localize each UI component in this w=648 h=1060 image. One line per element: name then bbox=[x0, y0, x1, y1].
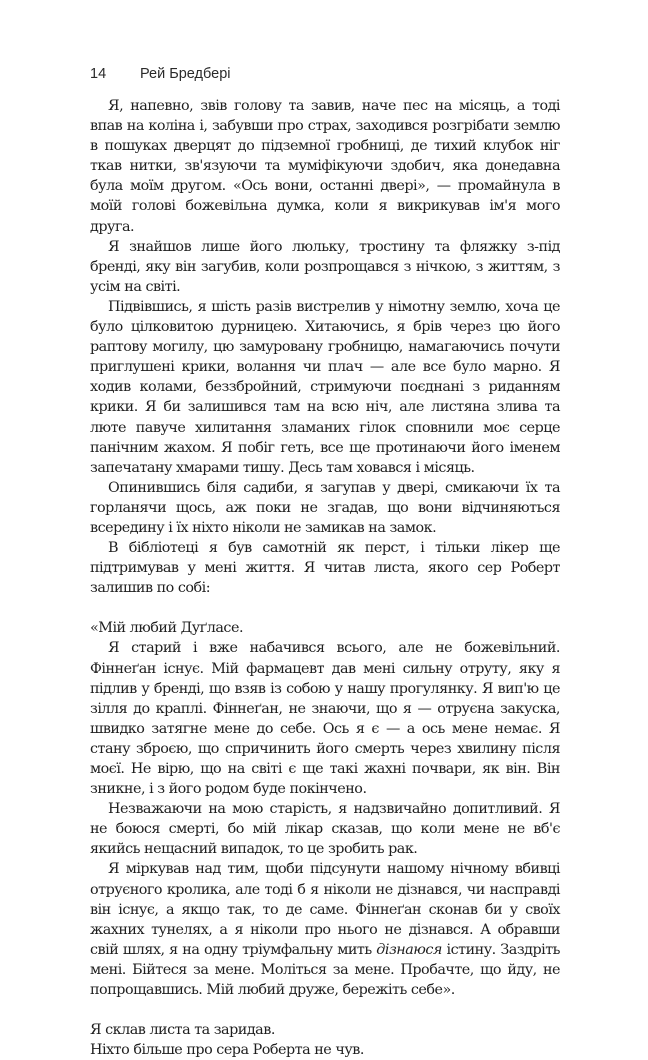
page-number: 14 bbox=[90, 66, 107, 82]
letter-paragraph bbox=[90, 859, 560, 1000]
paragraph: Я, напевно, звів голову та завив, наче пес на місяць, а тоді впав на коліна і, забувши про страх, заходився розгрібати землю в пошуках дверцят до підземної гробниці, де тихий клубок ніг ткав нитки, зв'язуючи та муміфікуючи здобич, яка донедавна була моїм другом. «Ось вони, останні двері», — промайнула в моїй голові божевільна думка, коли я викрикував ім'я мого друга. bbox=[90, 98, 560, 235]
letter-greeting: «Мій любий Дуґласе. bbox=[90, 620, 244, 637]
paragraph-gap bbox=[90, 1000, 560, 1020]
paragraph: Я склав листа та заридав. bbox=[90, 1022, 275, 1039]
letter-paragraph: Я старий і вже набачився всього, але не божевільний. Фіннеґан існує. Мій фармацевт дав мені сильну отруту, яку я підлив у бренді, що взяв із собою у нашу прогулянку. Я вип'ю це зілля до краплі. Фіннеґан, не знаючи, що я — отруєна закуска, швидко затягне мене до себе. Ось я є — а ось мене немає. Я стану зброєю, що спричинить його смерть через хвилину після моєї. Не вірю, що на світі є ще такі жахні почвари, як він. Він зникне, і з його родом буде покінчено. bbox=[90, 640, 560, 798]
italic-word: дізнаюся bbox=[376, 941, 442, 958]
running-title: Рей Бредбері bbox=[140, 66, 231, 82]
letter-paragraph: Незважаючи на мою старість, я надзвичайно допитливий. Я не боюся смерті, бо мій лікар сказав, що коли мене не вб'є якийсь нещасний випадок, то це зробить рак. bbox=[90, 801, 560, 858]
paragraph: Опинившись біля садиби, я загупав у двері, смикаючи їх та горланячи щось, аж поки не згадав, що вони відчиняються всередину і їх ніхто ніколи не замикав на замок. bbox=[90, 479, 560, 536]
letter-text: Я міркував над тим, щоби підсунути нашому нічному вбивці отруєного кролика, але тоді б я ніколи не дізнався, чи насправді він існує, а якщо так, то де саме. Фіннеґан сконав би у своїх жахних тунелях, а я ніколи про нього не дізнався. А обравши свій шлях, я на одну тріумфальну мить bbox=[90, 861, 560, 958]
paragraph: Підвівшись, я шість разів вистрелив у німотну землю, хоча це було цілковитою дурницею. Хитаючись, я брів через цю його раптову могилу, цю замуровану гробницю, намагаючись почути приглушені крики, волання чи плач — але все було марно. Я ходив колами, беззбройний, стримуючи поєднані з риданням крики. Я би залишився там на всю ніч, але листяна злива та люте павуче хилитання зламаних гілок сповнили моє серце панічним жахом. Я побіг геть, все ще протинаючи його іменем запечатану хмарами тишу. Десь там ховався і місяць. bbox=[90, 298, 560, 476]
paragraph: В бібліотеці я був самотній як перст, і тільки лікер ще підтримував у мені життя. Я читав листа, якого сер Роберт залишив по собі: bbox=[90, 540, 560, 597]
paragraph: Ніхто більше про сера Роберта не чув. bbox=[90, 1042, 364, 1059]
running-header bbox=[90, 66, 231, 82]
paragraph-gap bbox=[90, 598, 560, 618]
paragraph: Я знайшов лише його люльку, тростину та фляжку з-під бренді, яку він загубив, коли розпрощався з нічкою, з життям, з усім на світі. bbox=[90, 238, 560, 295]
body-text bbox=[90, 96, 560, 1060]
letter-text: істину. Заздріть мені. Бійтеся за мене. Моліться за мене. Пробачте, що йду, не попрощавшись. Мій любий друже, бережіть себе». bbox=[90, 941, 560, 999]
